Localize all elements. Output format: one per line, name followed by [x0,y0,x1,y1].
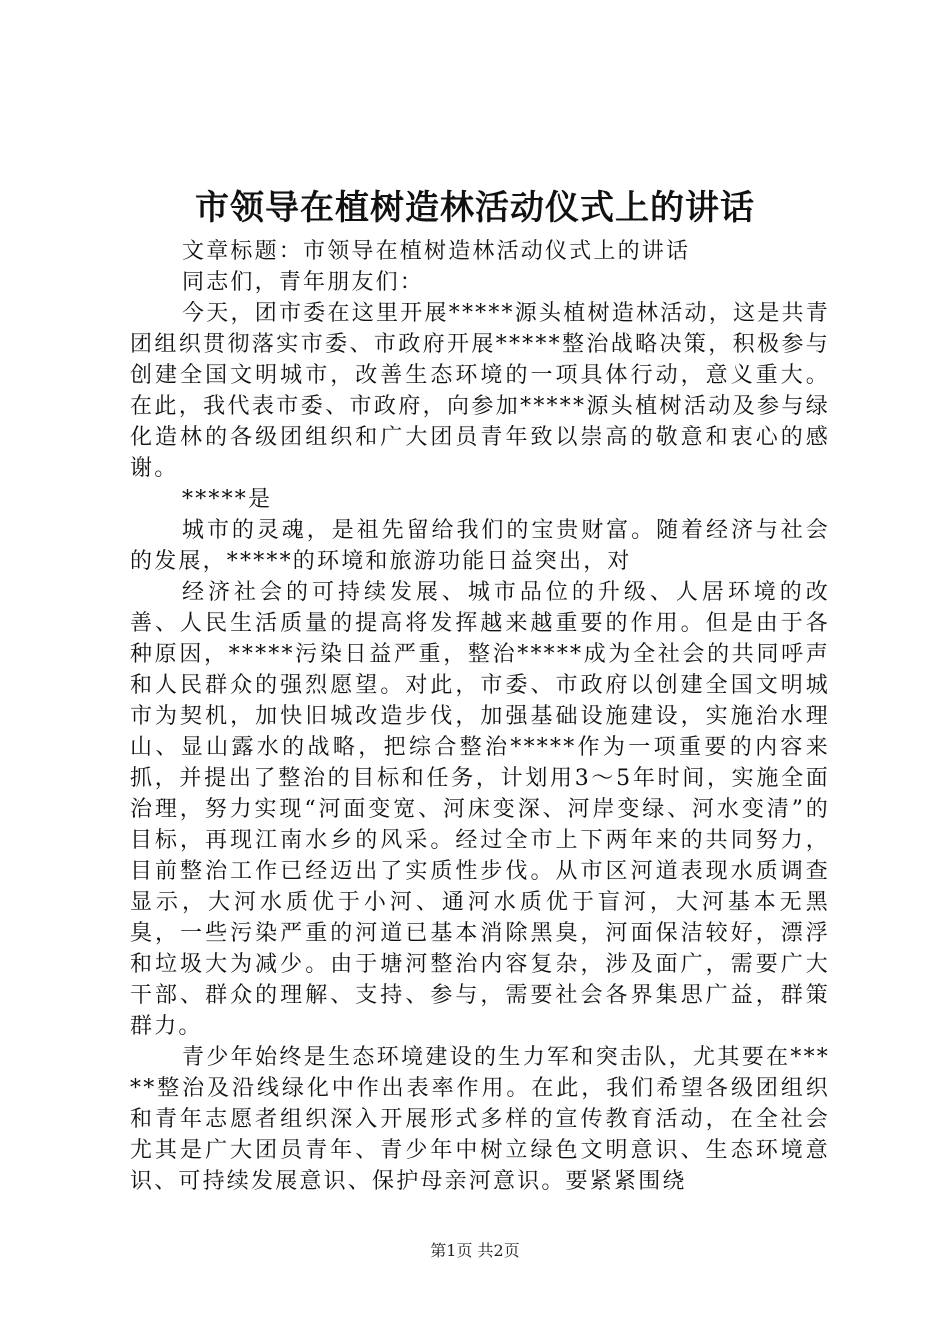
paragraph: *****是 [182,487,273,512]
page-footer: 第1页 共2页 [430,1241,520,1260]
document-body [130,236,830,1197]
paragraph: 经济社会的可持续发展、城市品位的升级、人居环境的改善、人民生活质量的提高将发挥越来越重要的作用。但是由于各种原因，*****污染日益严重，整治*****成为全社会的共同呼声和人民群众的强烈愿望。对此，市委、市政府以创建全国文明城市为契机，加快旧城改造步伐，加强基础设施建设，实施治水理山、显山露水的战略，把综合整治*****作为一项重要的内容来抓，并提出了整治的目标和任务，计划用3～5年时间，实施全面治理，努力实现“河面变宽、河床变深、河岸变绿、河水变清”的目标，再现江南水乡的风采。经过全市上下两年来的共同努力，目前整治工作已经迈出了实质性步伐。从市区河道表现水质调查显示，大河水质优于小河、通河水质优于盲河，大河基本无黑臭，一些污染严重的河道已基本消除黑臭，河面保洁较好，漂浮和垃圾大为减少。由于塘河整治内容复杂，涉及面广，需要广大干部、群众的理解、支持、参与，需要社会各界集思广益，群策群力。 [130,580,830,1039]
paragraph-article-title: 文章标题：市领导在植树造林活动仪式上的讲话 [182,239,691,264]
paragraph: 青少年始终是生态环境建设的生力军和突击队，尤其要在*****整治及沿线绿化中作出表率作用。在此，我们希望各级团组织和青年志愿者组织深入开展形式多样的宣传教育活动，在全社会尤其是广大团员青年、青少年中树立绿色文明意识、生态环境意识、可持续发展意识、保护母亲河意识。要紧紧围绕 [130,1045,830,1194]
document-title: 市领导在植树造林活动仪式上的讲话 [195,188,755,228]
paragraph-salutation: 同志们，青年朋友们： [182,270,425,295]
paragraph: 城市的灵魂，是祖先留给我们的宝贵财富。随着经济与社会的发展，*****的环境和旅游功能日益突出，对 [130,518,830,574]
paragraph: 今天，团市委在这里开展*****源头植树造林活动，这是共青团组织贯彻落实市委、市政府开展*****整治战略决策，积极参与创建全国文明城市，改善生态环境的一项具体行动，意义重大。在此，我代表市委、市政府，向参加*****源头植树活动及参与绿化造林的各级团组织和广大团员青年致以崇高的敬意和衷心的感谢。 [130,301,830,481]
